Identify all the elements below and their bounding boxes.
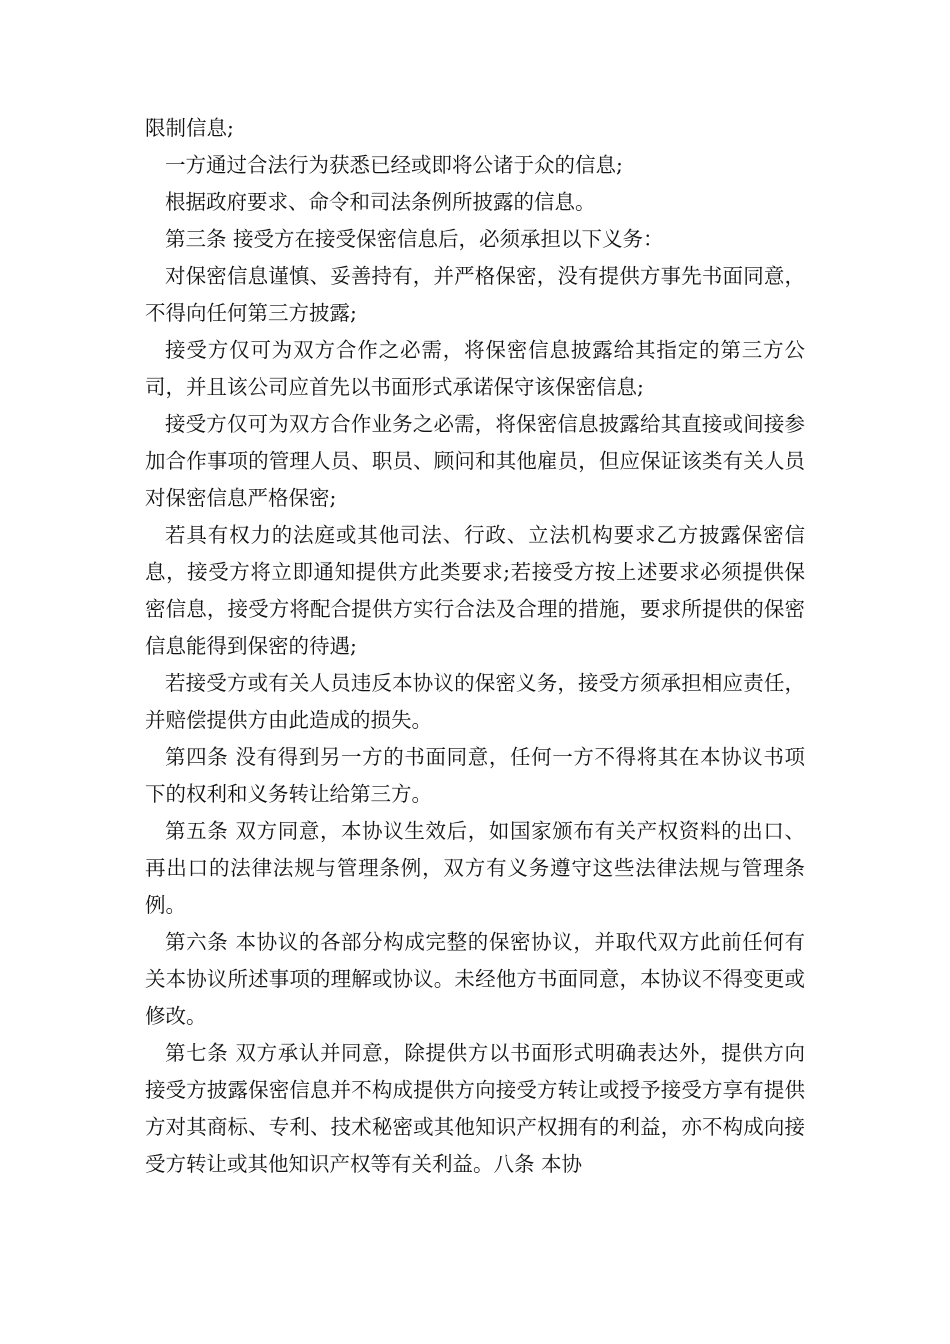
paragraph: 若具有权力的法庭或其他司法、行政、立法机构要求乙方披露保密信息，接受方将立即通知提供方此类要求;若接受方按上述要求必须提供保密信息，接受方将配合提供方实行合法及合理的措施，要求所提供的保密信息能得到保密的待遇;: [145, 523, 805, 658]
paragraph: 根据政府要求、命令和司法条例所披露的信息。: [165, 190, 596, 214]
paragraph: 限制信息;: [145, 116, 234, 140]
article-7: 第七条 双方承认并同意，除提供方以书面形式明确表达外，提供方向接受方披露保密信息并不构成提供方向接受方转让或授予接受方享有提供方对其商标、专利、技术秘密或其他知识产权拥有的利益，亦不构成向接受方转让或其他知识产权等有关利益。八条 本协: [145, 1041, 805, 1176]
article-3-heading: 第三条 接受方在接受保密信息后，必须承担以下义务：: [165, 227, 664, 251]
article-5: 第五条 双方同意，本协议生效后，如国家颁布有关产权资料的出口、再出口的法律法规与管理条例，双方有义务遵守这些法律法规与管理条例。: [145, 819, 805, 917]
paragraph: 接受方仅可为双方合作业务之必需，将保密信息披露给其直接或间接参加合作事项的管理人员、职员、顾问和其他雇员，但应保证该类有关人员对保密信息严格保密;: [145, 412, 805, 510]
article-6: 第六条 本协议的各部分构成完整的保密协议，并取代双方此前任何有关本协议所述事项的理解或协议。未经他方书面同意，本协议不得变更或修改。: [145, 930, 805, 1028]
document-body: [145, 110, 805, 1183]
article-4: 第四条 没有得到另一方的书面同意，任何一方不得将其在本协议书项下的权利和义务转让给第三方。: [145, 745, 805, 806]
paragraph: 一方通过合法行为获悉已经或即将公诸于众的信息;: [165, 153, 623, 177]
paragraph: 若接受方或有关人员违反本协议的保密义务，接受方须承担相应责任，并赔偿提供方由此造成的损失。: [145, 671, 805, 732]
paragraph: 对保密信息谨慎、妥善持有，并严格保密，没有提供方事先书面同意，不得向任何第三方披露;: [145, 264, 805, 325]
paragraph: 接受方仅可为双方合作之必需，将保密信息披露给其指定的第三方公司，并且该公司应首先以书面形式承诺保守该保密信息;: [145, 338, 805, 399]
